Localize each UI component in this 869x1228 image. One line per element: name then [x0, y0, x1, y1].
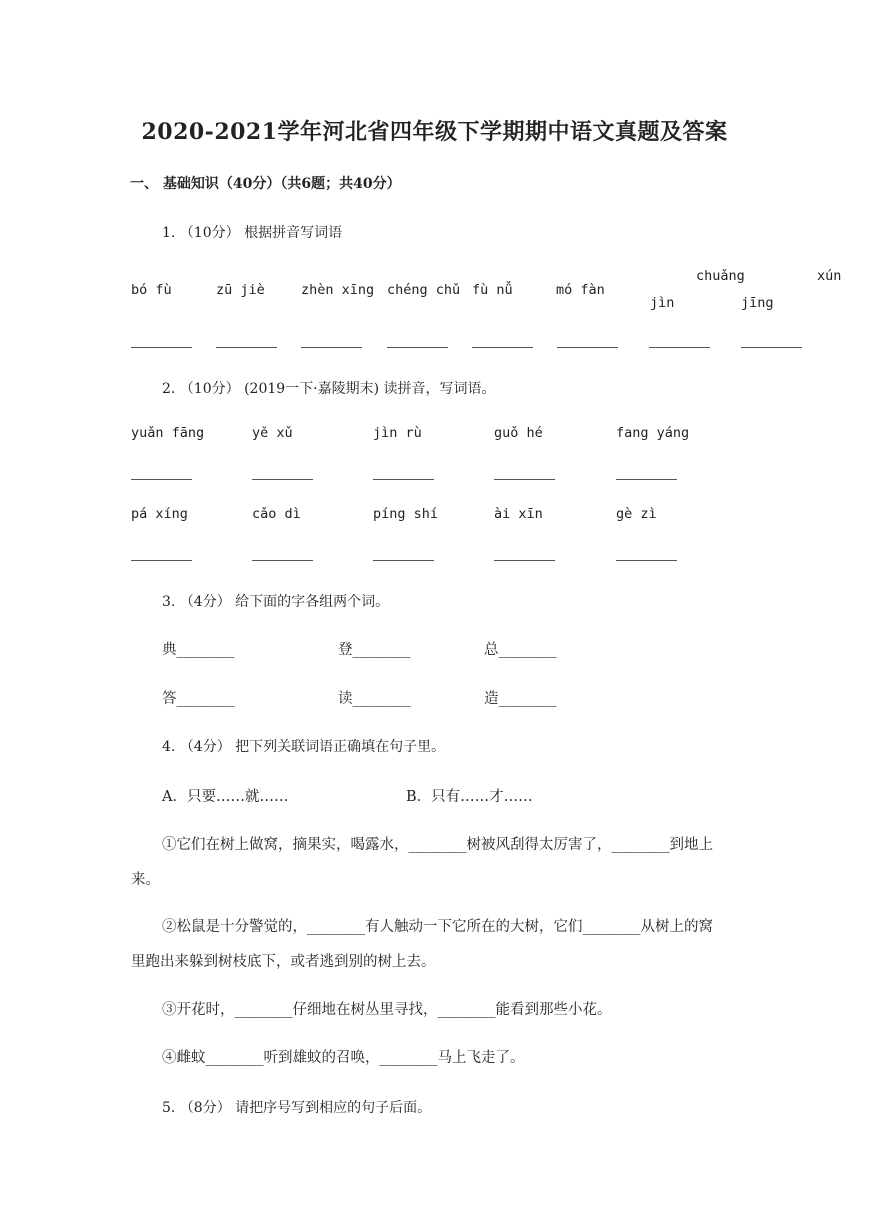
answer-blank[interactable]: [494, 479, 555, 480]
answer-blank[interactable]: [649, 347, 710, 348]
section-heading: 一、 基础知识（40分）（共6题；共40分）: [130, 176, 401, 192]
answer-blank[interactable]: [131, 560, 192, 561]
pinyin-item: ài xīn: [494, 506, 543, 522]
word-group-item[interactable]: 造________: [484, 691, 557, 707]
answer-blank[interactable]: [741, 347, 802, 348]
sentence-4: ④雌蚊________听到雄蚊的召唤，________马上飞走了。: [162, 1050, 525, 1066]
answer-blank[interactable]: [472, 347, 533, 348]
answer-blank[interactable]: [373, 479, 434, 480]
option-b: B．只有……才……: [406, 789, 533, 805]
answer-blank[interactable]: [494, 560, 555, 561]
sentence-3: ③开花时，________仔细地在树丛里寻找，________能看到那些小花。: [162, 1002, 612, 1018]
answer-blank[interactable]: [252, 560, 313, 561]
answer-blank[interactable]: [557, 347, 618, 348]
word-group-item[interactable]: 答________: [162, 691, 235, 707]
answer-blank[interactable]: [131, 479, 192, 480]
question-4-prompt: 4. （4分） 把下列关联词语正确填在句子里。: [162, 739, 446, 755]
answer-blank[interactable]: [216, 347, 277, 348]
answer-blank[interactable]: [373, 560, 434, 561]
page-title: 2020-2021学年河北省四年级下学期期中语文真题及答案: [141, 119, 728, 145]
answer-blank[interactable]: [252, 479, 313, 480]
pinyin-item: fang yáng: [616, 425, 690, 441]
pinyin-item: guǒ hé: [494, 425, 543, 441]
pinyin-item: mó fàn: [556, 282, 605, 298]
pinyin-item: jìn: [650, 295, 675, 311]
answer-blank[interactable]: [616, 479, 677, 480]
pinyin-item: zhèn xīng: [301, 282, 375, 298]
word-group-item[interactable]: 总________: [484, 642, 557, 658]
pinyin-item: píng shí: [373, 506, 439, 522]
pinyin-item: xún: [817, 268, 842, 284]
pinyin-item: pá xíng: [131, 506, 188, 522]
word-group-item[interactable]: 读________: [338, 691, 411, 707]
sentence-2-continued: 里跑出来躲到树枝底下，或者逃到别的树上去。: [131, 954, 436, 970]
pinyin-item: jìn rù: [373, 425, 422, 441]
option-a: A．只要……就……: [162, 789, 289, 805]
answer-blank[interactable]: [131, 347, 192, 348]
word-group-item[interactable]: 典________: [162, 642, 235, 658]
pinyin-item: chéng chǔ: [387, 282, 461, 298]
answer-blank[interactable]: [387, 347, 448, 348]
pinyin-item: fù nǚ: [472, 282, 513, 298]
answer-blank[interactable]: [616, 560, 677, 561]
pinyin-item: yuǎn fāng: [131, 425, 205, 441]
pinyin-item: zū jiè: [216, 282, 265, 298]
answer-blank[interactable]: [301, 347, 362, 348]
pinyin-item: cǎo dì: [252, 506, 301, 522]
sentence-1: ①它们在树上做窝，摘果实，喝露水，________树被风刮得太厉害了，________到地上: [162, 837, 713, 853]
sentence-2: ②松鼠是十分警觉的，________有人触动一下它所在的大树，它们________从树上的窝: [162, 919, 713, 935]
pinyin-item: gè zì: [616, 506, 657, 522]
question-1-prompt: 1. （10分） 根据拼音写词语: [162, 225, 343, 241]
word-group-item[interactable]: 登________: [338, 642, 411, 658]
pinyin-item: chuǎng: [696, 268, 745, 284]
question-3-prompt: 3. （4分） 给下面的字各组两个词。: [162, 594, 390, 610]
pinyin-item: yě xǔ: [252, 425, 293, 441]
question-2-prompt: 2. （10分） (2019一下·嘉陵期末) 读拼音，写词语。: [162, 381, 496, 397]
sentence-1-continued: 来。: [131, 872, 160, 888]
pinyin-item: jīng: [741, 295, 774, 311]
question-5-prompt: 5. （8分） 请把序号写到相应的句子后面。: [162, 1100, 432, 1116]
pinyin-item: bó fù: [131, 282, 172, 298]
